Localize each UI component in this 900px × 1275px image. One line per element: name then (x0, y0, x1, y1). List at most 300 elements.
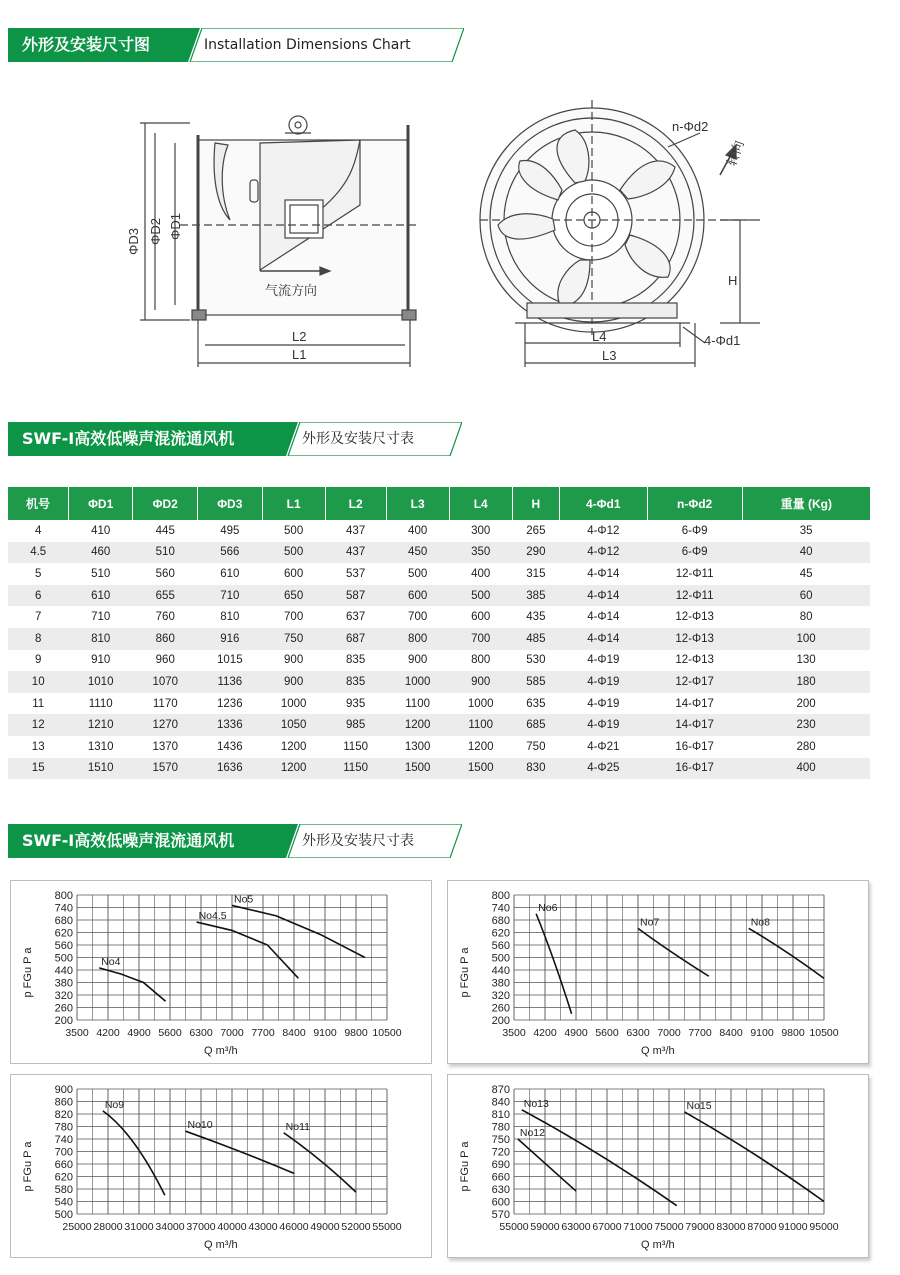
performance-chart-3 (10, 1074, 432, 1258)
table-cell: 900 (449, 671, 512, 693)
x-tick-label: 83000 (716, 1221, 746, 1233)
column-header: 4-Φd1 (560, 487, 648, 520)
series-label: No10 (187, 1119, 213, 1132)
table-cell: 12-Φ13 (675, 654, 714, 667)
table-row (8, 628, 870, 650)
column-header: L3 (386, 487, 449, 520)
series-label: No13 (523, 1097, 549, 1110)
x-tick-label: 3500 (502, 1027, 526, 1039)
table-cell: 510 (91, 567, 111, 580)
y-tick-label: 680 (54, 915, 73, 927)
label-l2: L2 (292, 329, 307, 344)
table-cell: 810 (220, 611, 240, 624)
table-cell: 1110 (88, 697, 113, 710)
table-cell: 935 (346, 697, 366, 710)
table-cell: 410 (91, 524, 111, 537)
x-tick-label: 7000 (657, 1027, 681, 1039)
x-tick-label: 4200 (533, 1027, 557, 1039)
x-tick-label: 95000 (809, 1221, 839, 1233)
table-cell: 1210 (68, 714, 133, 736)
x-tick-label: 4200 (96, 1027, 120, 1039)
x-tick-label: 25000 (62, 1221, 92, 1233)
series-curve-no8 (749, 928, 824, 978)
label-l1: L1 (292, 347, 307, 362)
table-cell: 800 (471, 654, 491, 667)
series-label: No15 (686, 1099, 712, 1112)
y-tick-label: 500 (54, 1209, 73, 1221)
table-cell: 4-Φ21 (587, 740, 620, 753)
x-tick-label: 6300 (189, 1027, 213, 1039)
x-tick-label: 55000 (499, 1221, 529, 1233)
y-tick-label: 780 (491, 1121, 510, 1134)
x-tick-label: 71000 (623, 1221, 653, 1233)
table-cell: 860 (133, 628, 198, 650)
table-cell: 655 (133, 585, 198, 607)
y-tick-label: 500 (54, 952, 73, 965)
table-cell: 12-Φ17 (647, 671, 742, 693)
y-tick-label: 560 (491, 940, 510, 952)
section-banner-charts (8, 824, 468, 858)
table-cell: 1510 (68, 758, 133, 780)
table-cell: 1200 (467, 740, 494, 753)
table-cell: 4-Φ25 (560, 758, 648, 780)
table-cell: 1236 (217, 697, 243, 710)
table-cell: 4.5 (8, 542, 68, 564)
section-banner-table (8, 422, 468, 456)
table-cell: 1000 (467, 697, 494, 710)
section-subtitle: 外形及安装尺寸表 (302, 431, 414, 447)
x-tick-label: 10500 (809, 1027, 839, 1039)
x-axis-label: Q m³/h (204, 1239, 238, 1251)
y-tick-label: 720 (491, 1146, 510, 1159)
table-cell: 4-Φ14 (560, 585, 648, 607)
y-tick-label: 380 (54, 977, 73, 990)
table-cell: 835 (325, 671, 386, 693)
section-subtitle: 外形及安装尺寸表 (302, 833, 414, 849)
x-tick-label: 43000 (248, 1221, 278, 1233)
table-cell: 1200 (262, 758, 325, 780)
table-cell: 1436 (217, 740, 243, 753)
x-tick-label: 3500 (65, 1027, 89, 1039)
table-cell: 4-Φ19 (560, 714, 648, 736)
y-tick-label: 630 (491, 1184, 510, 1196)
y-tick-label: 680 (491, 915, 510, 927)
y-tick-label: 260 (54, 1002, 73, 1015)
x-tick-label: 8400 (282, 1027, 306, 1039)
x-tick-label: 5600 (595, 1027, 619, 1039)
label-l3: L3 (602, 348, 617, 363)
table-row (8, 520, 870, 542)
series-label: No4.5 (198, 910, 227, 923)
table-cell: 130 (796, 654, 816, 667)
table-row (8, 758, 870, 780)
label-l4: L4 (592, 329, 607, 344)
y-tick-label: 800 (54, 890, 73, 902)
y-tick-label: 440 (54, 965, 73, 977)
table-cell: 530 (526, 654, 546, 667)
table-cell: 400 (742, 758, 870, 780)
column-header: ΦD2 (133, 487, 198, 520)
table-cell: 445 (155, 524, 175, 537)
table-cell: 485 (512, 628, 559, 650)
table-cell: 230 (742, 714, 870, 736)
table-cell: 12-Φ11 (675, 567, 714, 580)
table-cell: 900 (408, 654, 428, 667)
y-tick-label: 820 (54, 1109, 73, 1121)
label-airflow: 气流方向 (265, 283, 318, 298)
table-cell: 900 (262, 671, 325, 693)
y-tick-label: 380 (491, 977, 510, 990)
table-cell: 4-Φ12 (587, 524, 620, 537)
table-cell: 15 (8, 758, 68, 780)
table-cell: 610 (220, 567, 240, 580)
y-tick-label: 740 (54, 1134, 73, 1146)
x-axis-label: Q m³/h (204, 1045, 238, 1057)
label-d2: ΦD2 (148, 218, 163, 245)
table-cell: 1150 (343, 740, 368, 753)
y-tick-label: 600 (491, 1196, 510, 1209)
table-cell: 6-Φ9 (647, 542, 742, 564)
table-cell: 460 (68, 542, 133, 564)
table-cell: 1636 (198, 758, 263, 780)
table-cell: 4-Φ19 (587, 697, 620, 710)
table-cell: 985 (325, 714, 386, 736)
y-tick-label: 860 (54, 1096, 73, 1109)
y-tick-label: 660 (54, 1159, 73, 1171)
table-cell: 1570 (133, 758, 198, 780)
table-row (8, 650, 870, 672)
x-tick-label: 55000 (372, 1221, 402, 1233)
y-tick-label: 500 (491, 952, 510, 965)
table-cell: 900 (284, 654, 304, 667)
installation-drawing (120, 95, 770, 380)
series-label: No12 (519, 1127, 545, 1139)
table-cell: 1200 (280, 740, 307, 753)
table-cell: 600 (386, 585, 449, 607)
label-d3: ΦD3 (126, 228, 141, 255)
y-tick-label: 620 (54, 1171, 73, 1184)
table-cell: 60 (742, 585, 870, 607)
table-cell: 585 (512, 671, 559, 693)
x-tick-label: 63000 (561, 1221, 591, 1233)
y-tick-label: 620 (491, 927, 510, 940)
y-axis-label: p FGu P a (22, 1141, 34, 1192)
series-curve-no9 (103, 1111, 165, 1195)
y-tick-label: 900 (54, 1084, 73, 1096)
table-cell: 635 (526, 697, 546, 710)
x-tick-label: 4900 (564, 1027, 588, 1039)
series-curve-no12 (518, 1139, 576, 1191)
table-cell: 4-Φ14 (560, 628, 648, 650)
label-h: H (728, 273, 738, 288)
table-cell: 1070 (133, 671, 198, 693)
table-row (8, 671, 870, 693)
table-cell: 750 (262, 628, 325, 650)
column-header: H (512, 487, 559, 520)
table-cell: 6 (8, 585, 68, 607)
table-cell: 500 (284, 524, 304, 537)
label-nd2: n-Φd2 (672, 119, 709, 134)
table-cell: 40 (742, 542, 870, 564)
table-cell: 960 (155, 654, 175, 667)
table-row (8, 563, 870, 585)
label-rotation: 转向 (723, 138, 747, 169)
table-row (8, 585, 870, 607)
table-cell: 265 (526, 524, 546, 537)
y-tick-label: 620 (54, 927, 73, 940)
table-cell: 1500 (449, 758, 512, 780)
table-cell: 100 (742, 628, 870, 650)
table-cell: 16-Φ17 (675, 740, 714, 753)
table-cell: 45 (799, 567, 813, 580)
table-row (8, 714, 870, 736)
table-cell: 400 (408, 524, 428, 537)
x-tick-label: 59000 (530, 1221, 560, 1233)
x-tick-label: 7000 (220, 1027, 244, 1039)
y-tick-label: 540 (54, 1196, 73, 1209)
x-tick-label: 6300 (626, 1027, 650, 1039)
section-title-en: Installation Dimensions Chart (204, 37, 411, 53)
table-cell: 5 (35, 567, 42, 580)
x-tick-label: 40000 (217, 1221, 247, 1233)
table-cell: 16-Φ17 (647, 758, 742, 780)
table-cell: 600 (471, 611, 491, 624)
table-cell: 80 (799, 611, 813, 624)
table-cell: 910 (91, 654, 111, 667)
table-cell: 12-Φ11 (647, 585, 742, 607)
table-cell: 1000 (386, 671, 449, 693)
x-tick-label: 91000 (778, 1221, 808, 1233)
table-cell: 1170 (152, 697, 178, 710)
table-cell: 500 (262, 542, 325, 564)
series-label: No6 (538, 901, 558, 914)
table-cell: 11 (32, 697, 45, 710)
column-header: 重量 (Kg) (742, 487, 870, 520)
table-cell: 1370 (152, 740, 179, 753)
table-cell: 200 (796, 697, 816, 710)
x-tick-label: 67000 (592, 1221, 622, 1233)
series-curve-no10 (186, 1131, 295, 1173)
table-cell: 450 (386, 542, 449, 564)
section-title-cn: 外形及安装尺寸图 (8, 28, 188, 62)
y-tick-label: 700 (54, 1146, 73, 1159)
x-tick-label: 79000 (685, 1221, 715, 1233)
table-cell: 4 (35, 524, 42, 537)
y-tick-label: 200 (491, 1015, 510, 1027)
series-curve-no5 (232, 905, 365, 957)
table-cell: 315 (526, 567, 546, 580)
x-tick-label: 9800 (781, 1027, 805, 1039)
table-cell: 4-Φ14 (587, 567, 620, 580)
series-curve-no11 (284, 1133, 356, 1192)
column-header: ΦD1 (68, 487, 133, 520)
table-cell: 1015 (217, 654, 243, 667)
table-header-row (8, 487, 870, 520)
y-tick-label: 560 (54, 940, 73, 952)
table-cell: 385 (512, 585, 559, 607)
table-cell: 9 (35, 654, 42, 667)
table-row (8, 693, 870, 715)
table-cell: 560 (155, 567, 175, 580)
table-cell: 700 (408, 611, 428, 624)
label-d1: ΦD1 (168, 213, 183, 240)
column-header: L1 (262, 487, 325, 520)
x-tick-label: 37000 (186, 1221, 216, 1233)
table-cell: 500 (408, 567, 428, 580)
table-cell: 13 (31, 740, 45, 753)
x-tick-label: 8400 (719, 1027, 743, 1039)
table-cell: 12-Φ13 (675, 611, 714, 624)
x-tick-label: 34000 (155, 1221, 185, 1233)
table-cell: 760 (155, 611, 175, 624)
column-header: 机号 (8, 487, 68, 520)
y-axis-label: p FGu P a (22, 947, 34, 998)
x-tick-label: 75000 (654, 1221, 684, 1233)
table-cell: 1100 (405, 697, 430, 710)
performance-chart-4 (447, 1074, 869, 1258)
section-title-cn: SWF-I高效低噪声混流通风机 (8, 824, 286, 858)
series-label: No4 (101, 955, 121, 968)
table-cell: 566 (198, 542, 263, 564)
table-cell: 750 (526, 740, 546, 753)
x-tick-label: 10500 (372, 1027, 402, 1039)
x-tick-label: 31000 (124, 1221, 154, 1233)
table-cell: 700 (449, 628, 512, 650)
series-label: No8 (750, 916, 770, 929)
performance-chart-2 (447, 880, 869, 1064)
table-cell: 687 (325, 628, 386, 650)
table-cell: 1100 (449, 714, 512, 736)
table-cell: 510 (133, 542, 198, 564)
table-cell: 495 (220, 524, 240, 537)
x-tick-label: 49000 (310, 1221, 340, 1233)
table-cell: 180 (742, 671, 870, 693)
y-tick-label: 870 (491, 1084, 510, 1096)
table-row (8, 542, 870, 564)
table-cell: 1310 (87, 740, 114, 753)
table-cell: 810 (68, 628, 133, 650)
series-curve-no4 (99, 968, 165, 1001)
table-cell: 710 (91, 611, 111, 624)
table-cell: 12-Φ13 (647, 628, 742, 650)
x-axis-label: Q m³/h (641, 1045, 675, 1057)
table-cell: 650 (262, 585, 325, 607)
series-label: No5 (234, 893, 254, 906)
table-cell: 4-Φ19 (560, 671, 648, 693)
table-cell: 350 (449, 542, 512, 564)
y-tick-label: 660 (491, 1171, 510, 1184)
series-curve-no6 (536, 914, 571, 1014)
table-cell: 537 (346, 567, 366, 580)
label-d1hole: 4-Φd1 (704, 333, 741, 348)
table-cell: 1150 (325, 758, 386, 780)
x-tick-label: 28000 (93, 1221, 123, 1233)
y-tick-label: 840 (491, 1096, 510, 1109)
section-title-cn: SWF-I高效低噪声混流通风机 (8, 422, 286, 456)
series-label: No9 (104, 1098, 125, 1111)
series-curve-no7 (638, 928, 709, 976)
y-tick-label: 320 (491, 990, 510, 1002)
y-tick-label: 740 (491, 902, 510, 915)
table-cell: 610 (68, 585, 133, 607)
x-tick-label: 4900 (127, 1027, 151, 1039)
table-cell: 700 (284, 611, 304, 624)
y-tick-label: 740 (54, 902, 73, 915)
table-cell: 7 (35, 611, 42, 624)
table-cell: 4-Φ14 (587, 611, 620, 624)
table-cell: 14-Φ17 (675, 697, 714, 710)
table-cell: 35 (799, 524, 813, 537)
table-row (8, 736, 870, 758)
table-cell: 710 (198, 585, 263, 607)
x-tick-label: 5600 (158, 1027, 182, 1039)
table-cell: 4-Φ12 (560, 542, 648, 564)
series-curve-no15 (685, 1112, 825, 1202)
y-tick-label: 260 (491, 1002, 510, 1015)
table-cell: 637 (346, 611, 366, 624)
table-cell: 1000 (280, 697, 307, 710)
table-cell: 1050 (262, 714, 325, 736)
column-header: n-Φd2 (647, 487, 742, 520)
dimensions-table (8, 487, 870, 779)
section-banner-drawing (8, 28, 468, 62)
series-label: No7 (640, 916, 660, 929)
x-tick-label: 7700 (688, 1027, 712, 1039)
table-cell: 1500 (386, 758, 449, 780)
x-tick-label: 9100 (750, 1027, 774, 1039)
table-cell: 800 (386, 628, 449, 650)
table-cell: 8 (8, 628, 68, 650)
table-cell: 437 (325, 542, 386, 564)
table-cell: 10 (8, 671, 68, 693)
table-cell: 12 (8, 714, 68, 736)
table-cell: 587 (325, 585, 386, 607)
table-cell: 916 (198, 628, 263, 650)
table-body (8, 520, 870, 779)
y-tick-label: 320 (54, 990, 73, 1002)
table-cell: 830 (512, 758, 559, 780)
y-tick-label: 810 (491, 1109, 510, 1121)
column-header: L4 (449, 487, 512, 520)
y-tick-label: 750 (491, 1134, 510, 1146)
table-cell: 4-Φ19 (587, 654, 620, 667)
y-axis-label: p FGu P a (459, 947, 471, 998)
table-cell: 1200 (386, 714, 449, 736)
table-cell: 1010 (68, 671, 133, 693)
y-tick-label: 570 (491, 1209, 510, 1221)
y-tick-label: 800 (491, 890, 510, 902)
table-cell: 1270 (133, 714, 198, 736)
y-axis-label: p FGu P a (459, 1141, 471, 1192)
table-cell: 1336 (198, 714, 263, 736)
table-cell: 437 (346, 524, 366, 537)
x-tick-label: 52000 (341, 1221, 371, 1233)
series-label: No11 (285, 1120, 310, 1133)
table-cell: 435 (526, 611, 546, 624)
x-tick-label: 7700 (251, 1027, 275, 1039)
x-tick-label: 87000 (747, 1221, 777, 1233)
y-tick-label: 690 (491, 1159, 510, 1171)
y-tick-label: 580 (54, 1184, 73, 1196)
table-cell: 600 (284, 567, 304, 580)
table-cell: 280 (796, 740, 816, 753)
table-cell: 1300 (404, 740, 431, 753)
column-header: ΦD3 (198, 487, 263, 520)
table-cell: 400 (471, 567, 491, 580)
y-tick-label: 440 (491, 965, 510, 977)
table-cell: 14-Φ17 (647, 714, 742, 736)
table-cell: 500 (449, 585, 512, 607)
